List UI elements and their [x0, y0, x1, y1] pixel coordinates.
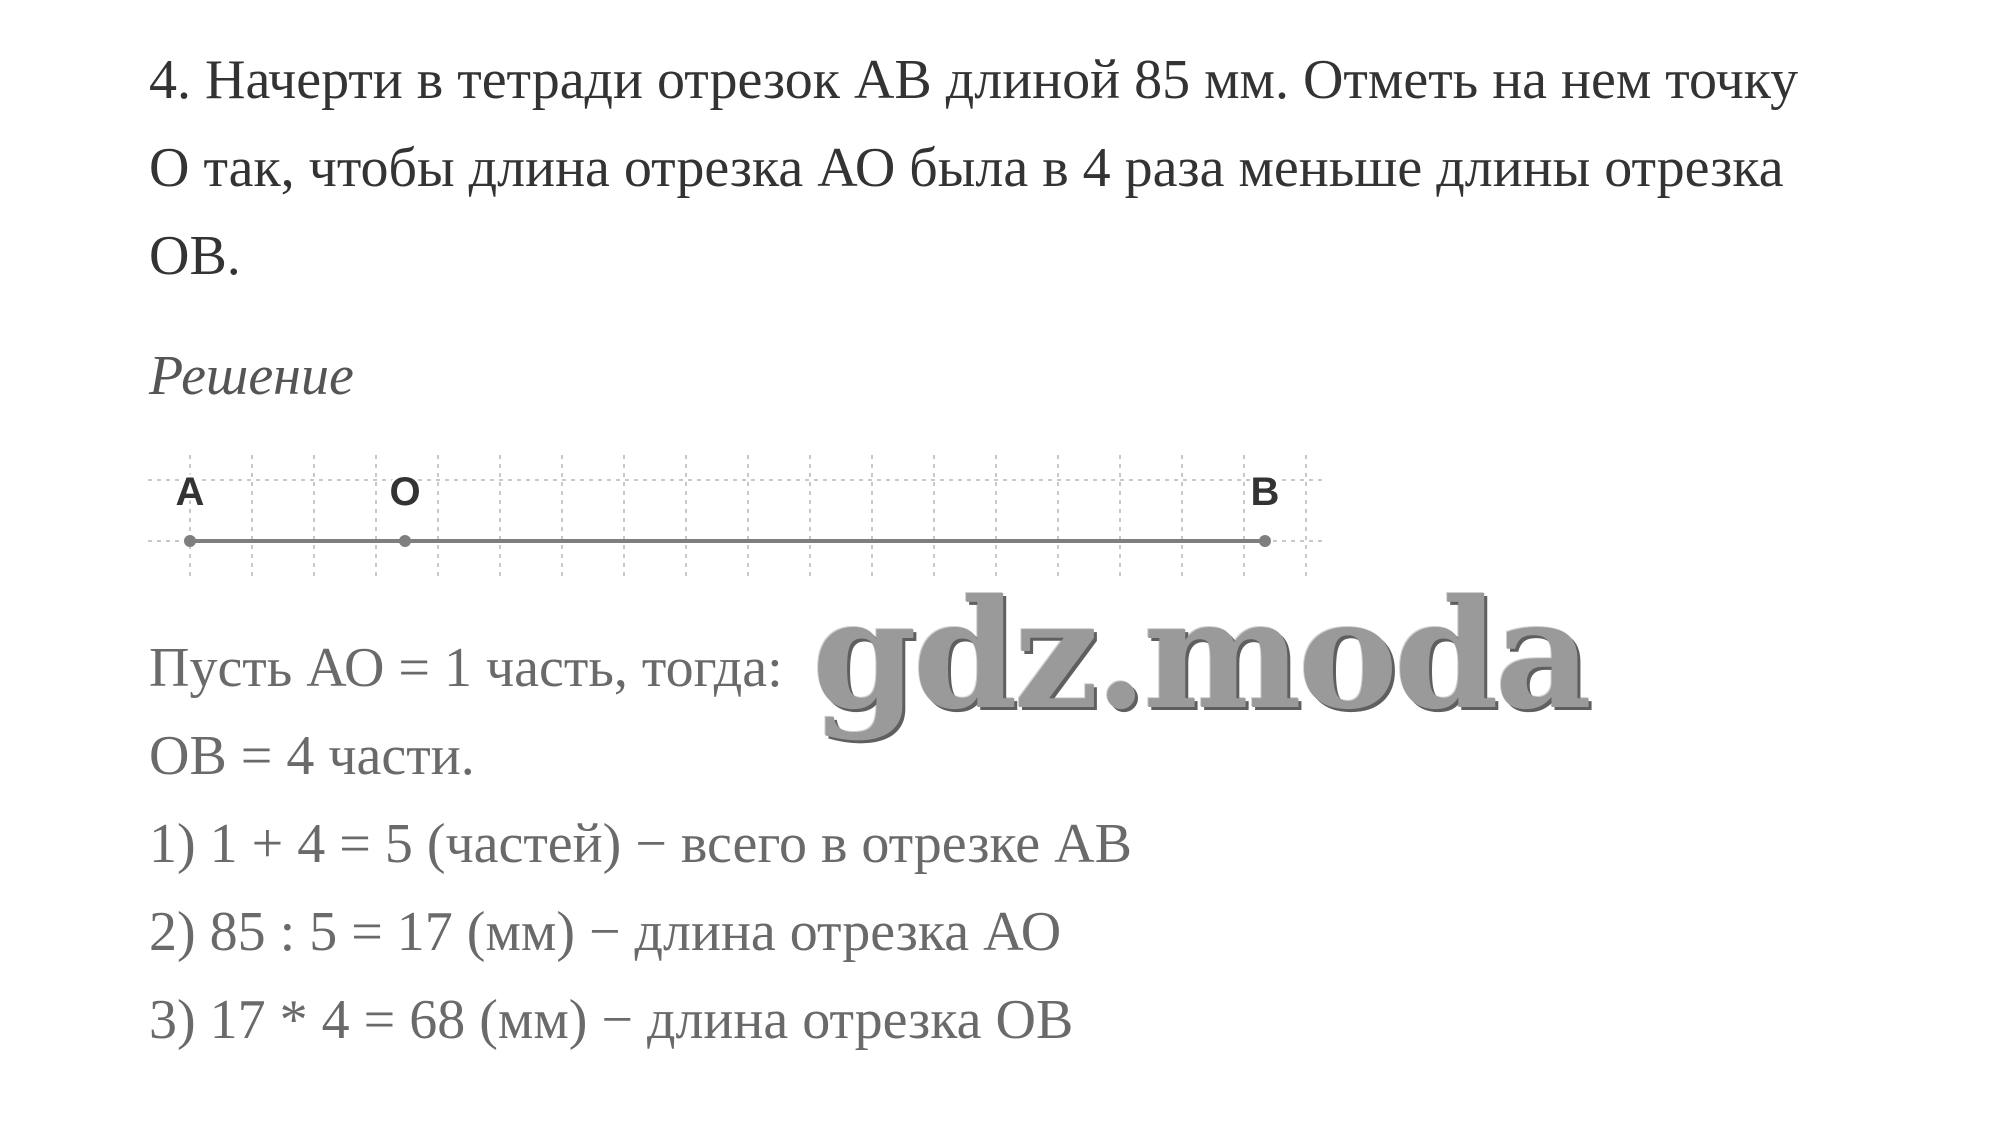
solution-line-1: Пусть АО = 1 часть, тогда:: [149, 637, 783, 699]
solution-line-4: 2) 85 : 5 = 17 (мм) − длина отрезка АО: [149, 901, 1062, 963]
task-text-line-2: О так, чтобы длина отрезка АО была в 4 раза меньше длины отрезка: [149, 137, 1784, 199]
watermark: gdz.moda: [812, 567, 1589, 743]
point-a-marker: [184, 535, 196, 547]
task-text-line-3: ОВ.: [149, 225, 241, 287]
solution-line-3: 1) 1 + 4 = 5 (частей) − всего в отрезке АВ: [149, 813, 1132, 875]
solution-line-2: ОВ = 4 части.: [149, 725, 475, 787]
solution-heading: Решение: [149, 345, 354, 407]
grid: [148, 455, 1323, 580]
point-b-marker: [1259, 535, 1271, 547]
task-text-line-1: 4. Начерти в тетради отрезок АВ длиной 85 мм. Отметь на нем точку: [149, 49, 1799, 111]
point-a-label: A: [175, 470, 205, 514]
point-b-label: B: [1250, 470, 1280, 514]
point-o-marker: [399, 535, 411, 547]
point-o-label: O: [389, 470, 421, 514]
solution-line-5: 3) 17 * 4 = 68 (мм) − длина отрезка ОВ: [149, 989, 1074, 1051]
